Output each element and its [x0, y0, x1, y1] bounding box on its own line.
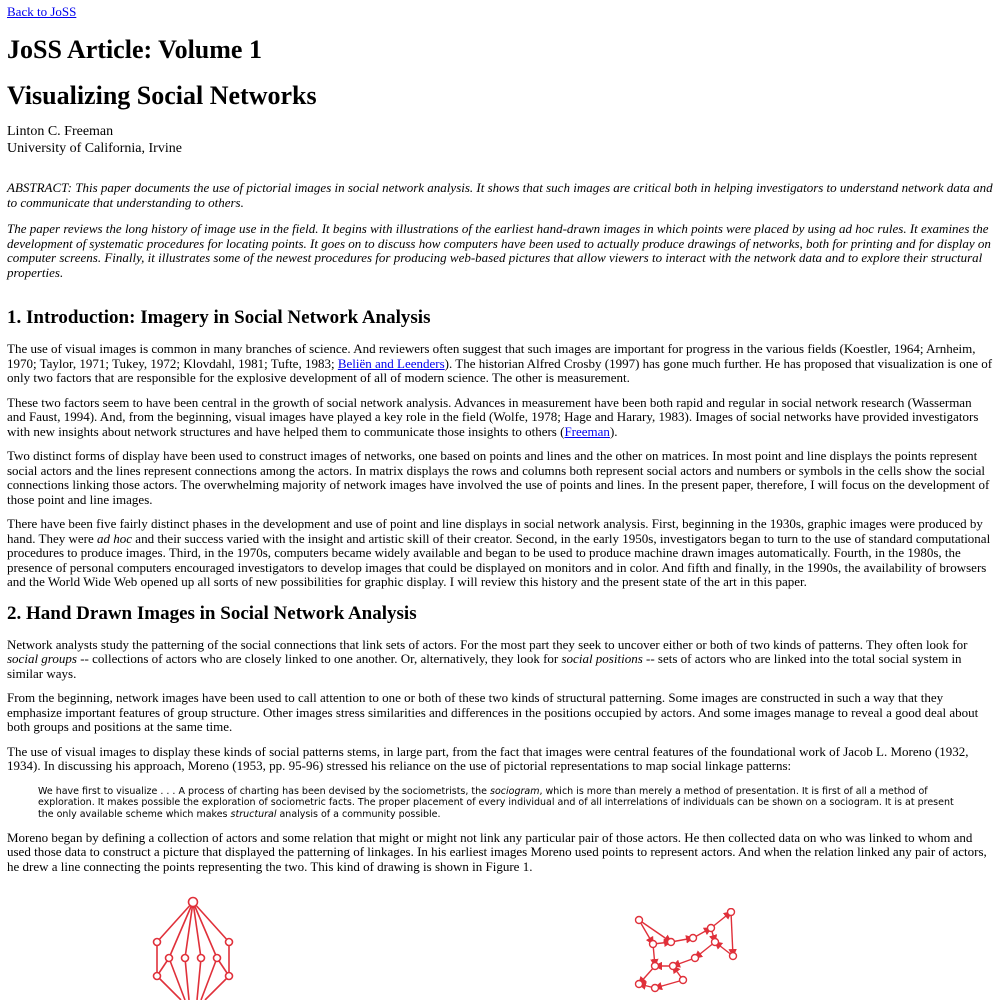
- section-1-paragraph-3: Two distinct forms of display have been used to construct images of networks, one based on points and lines and the other on matrices. In most point and line displays the points represent social actors and the lines represent connections among the actors. In matrix displays the rows and columns both represent social actors and numbers or symbols in the cells show the social connections linking those actors. The overwhelming majority of network images have involved the use of points and lines. In the present paper, therefore, I will focus on the development of those point and line images.: [7, 448, 990, 507]
- freeman-link[interactable]: Freeman: [564, 423, 610, 439]
- sociogram-left-image: [145, 890, 245, 1000]
- text-run: -- collections of actors who are closely linked to one another. Or, alternatively, they look for: [76, 651, 562, 666]
- text-run: -- sets of actors who are linked into the total social system in similar ways.: [7, 651, 962, 681]
- abstract-paragraph-1: ABSTRACT: This paper documents the use of pictorial images in social network analysis. It shows that such images are critical both in helping investigators to understand network data and to communicate that understanding to others.: [7, 180, 993, 210]
- author-affiliation: University of California, Irvine: [7, 140, 182, 156]
- author-block: [7, 124, 993, 157]
- moreno-blockquote: [38, 786, 970, 821]
- sociogram-right-image: [625, 908, 750, 1000]
- abstract-paragraph-2: The paper reviews the long history of image use in the field. It begins with illustrations of the earliest hand-drawn images in which points were placed by using ad hoc rules. It examines the development of systematic procedures for locating points. It goes on to discuss how computers have been used to actually produce drawings of networks, both for printing and for display on computer screens. Finally, it illustrates some of the newest procedures for producing web-based pictures that allow viewers to interact with the network data and to explore their structural properties.: [7, 221, 991, 280]
- back-to-joss-link[interactable]: Back to JoSS: [7, 4, 77, 19]
- text-run: and their success varied with the insight and artistic skill of their creator. Second, in the early 1950s, investigators began to turn to the use of standard computational procedures to produce images. Third, in the 1970s, computers became widely available and began to be used to produce machine drawn images automatically. Fourth, in the 1980s, the presence of personal computers encouraged investigators to develop images that could be displayed on monitors and in color. And fifth and finally, in the 1990s, the availability of browsers and the World Wide Web opened up all sorts of new possibilities for graphic display. I will review this history and the present state of the art in this paper.: [7, 530, 991, 589]
- text-run: , which is more than merely a method of presentation. It is first of all a method of exploration. It makes possible the exploration of sociometric facts. The proper placement of every individual and of all interrelations of individuals can be shown on a sociogram. It is at present the only available scheme which makes: [38, 785, 954, 821]
- text-run: ).: [609, 423, 618, 439]
- emphasis: sociogram: [490, 785, 540, 797]
- section-2-paragraph-4: Moreno began by defining a collection of actors and some relation that might or might not link any particular pair of those actors. He then collected data on who was linked to whom and used those data to construct a picture that displayed the patterning of linkages. In his earliest images Moreno used points to represent actors. And when the relation linked any pair of actors, he drew a line connecting the points representing the two. This kind of drawing is shown in Figure 1.: [7, 829, 987, 874]
- text-run: Network analysts study the patterning of the social connections that link sets of actors. For the most part they seek to uncover either or both of two kinds of patterns. They often look for: [7, 636, 968, 652]
- volume-title: JoSS Article: Volume 1: [7, 35, 262, 64]
- section-1-paragraph-1: [7, 342, 993, 386]
- author-name: Linton C. Freeman: [7, 124, 114, 139]
- emphasis: ad hoc: [97, 530, 133, 546]
- text-run: There have been five fairly distinct phases in the development and use of point and line displays in social network analysis. First, beginning in the 1930s, graphic images were produced by hand. They were: [7, 516, 983, 546]
- section-1-paragraph-4: [7, 517, 993, 590]
- emphasis: structural: [230, 809, 277, 821]
- text-run: analysis of a community possible.: [276, 809, 441, 821]
- article-title: Visualizing Social Networks: [7, 81, 317, 110]
- emphasis: social positions: [561, 651, 643, 666]
- section-2-heading: 2. Hand Drawn Images in Social Network Analysis: [7, 602, 417, 624]
- text-run: These two factors seem to have been central in the growth of social network analysis. Advances in measurement have been both rapid and regular in social network research (Wasserman and Faust, 1994). And, from the beginning, visual images have played a key role in the field (Wolfe, 1978; Hage and Harary, 1983). Images of social networks have provided investigators with new insights about network structures and have helped them to communicate those insights to others (: [7, 394, 979, 439]
- section-1-heading: 1. Introduction: Imagery in Social Network Analysis: [7, 307, 431, 328]
- emphasis: social groups: [7, 651, 77, 666]
- section-2-paragraph-3: The use of visual images to display these kinds of social patterns stems, in large part, from the fact that images were central features of the foundational work of Jacob L. Moreno (1932, 1934). In discussing his approach, Moreno (1953, pp. 95-96) stressed his reliance on the use of pictorial representations to map social linkage patterns:: [7, 743, 969, 773]
- section-2-paragraph-2: From the beginning, network images have been used to call attention to one or both of these two kinds of structural patterning. Some images are constructed in such a way that they emphasize important features of group structure. Other images stress similarities and differences in the positions occupied by actors. And some images manage to reveal a good deal about both groups and positions at the same time.: [7, 690, 979, 734]
- figure-1-area: [0, 890, 1000, 1000]
- text-run: ). The historian Alfred Crosby (1997) has gone much further. He has proposed that visualization is one of only two factors that are responsible for the explosive development of all of modern science. The other is measurement.: [7, 355, 993, 385]
- text-run: The use of visual images is common in many branches of science. And reviewers often suggest that such images are important for progress in the various fields (Koestler, 1964; Arnheim, 1970; Taylor, 1971; Tukey, 1972; Klovdahl, 1981; Tufte, 1983;: [7, 341, 976, 371]
- text-run: We have first to visualize . . . A process of charting has been devised by the sociometrists, the: [38, 785, 491, 797]
- section-1-paragraph-2: [7, 396, 993, 440]
- article-page: [7, 4, 993, 874]
- belien-leenders-link[interactable]: Beliën and Leenders: [337, 355, 445, 371]
- section-2-paragraph-1: [7, 638, 993, 682]
